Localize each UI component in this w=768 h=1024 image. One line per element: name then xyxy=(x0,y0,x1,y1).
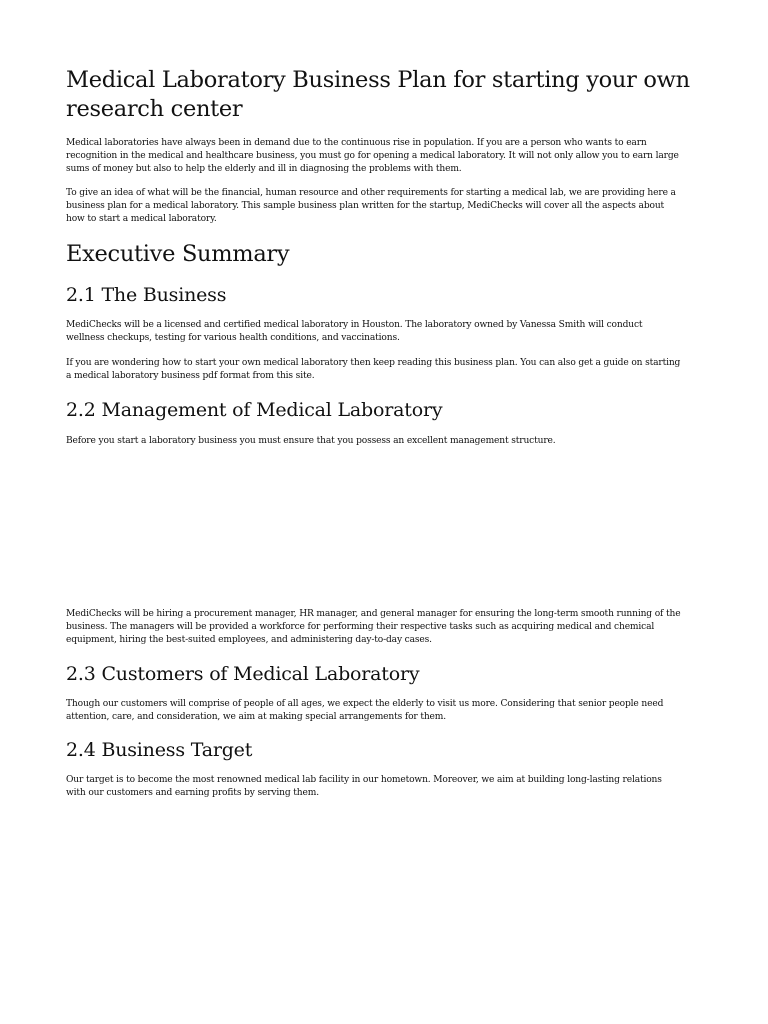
customers-paragraph-1 xyxy=(66,698,706,724)
business-paragraph-2 xyxy=(66,357,706,383)
text-line: how to start a medical laboratory. xyxy=(66,214,217,224)
business-paragraph-1 xyxy=(66,319,706,345)
text-line: Though our customers will comprise of people of all ages, we expect the elderly to visit us more. Considering that senior people need xyxy=(66,699,664,709)
target-paragraph-1 xyxy=(66,774,706,800)
text-line: recognition in the medical and healthcare business, you must go for opening a medical laboratory. It will not only allow you to earn large xyxy=(66,151,679,161)
text-line: Before you start a laboratory business you must ensure that you possess an excellent management structure. xyxy=(66,436,556,446)
text-line: wellness checkups, testing for various health conditions, and vaccinations. xyxy=(66,333,400,343)
text-line: MediChecks will be hiring a procurement manager, HR manager, and general manager for ensuring the long-term smooth running of the xyxy=(66,609,681,619)
text-line: MediChecks will be a licensed and certified medical laboratory in Houston. The laboratory owned by Vanessa Smith will conduct xyxy=(66,320,643,330)
text-line: If you are wondering how to start your own medical laboratory then keep reading this business plan. You can also get a guide on starting xyxy=(66,358,681,368)
management-paragraph-1 xyxy=(66,435,706,448)
text-line: Our target is to become the most renowned medical lab facility in our hometown. Moreover, we aim at building long-lasting relations xyxy=(66,775,662,785)
section-heading-the-business: 2.1 The Business xyxy=(66,284,227,306)
text-line: Medical laboratories have always been in demand due to the continuous rise in population. If you are a person who wants to earn xyxy=(66,138,647,148)
executive-summary-heading: Executive Summary xyxy=(66,241,290,267)
text-line: with our customers and earning profits by serving them. xyxy=(66,788,319,798)
intro-paragraph-2 xyxy=(66,187,706,226)
text-line: business plan for a medical laboratory. This sample business plan written for the startup, MediChecks will cover all the aspects about xyxy=(66,201,665,211)
text-line: attention, care, and consideration, we aim at making special arrangements for them. xyxy=(66,712,447,722)
intro-paragraph-1 xyxy=(66,137,706,176)
management-paragraph-2 xyxy=(66,608,706,647)
title-line: Medical Laboratory Business Plan for starting your own xyxy=(66,67,690,93)
section-heading-management: 2.2 Management of Medical Laboratory xyxy=(66,399,443,421)
document-title xyxy=(66,66,706,124)
section-heading-business-target: 2.4 Business Target xyxy=(66,739,253,761)
text-line: sums of money but also to help the elderly and ill in diagnosing the problems with them. xyxy=(66,164,462,174)
text-line: equipment, hiring the best-suited employees, and administering day-to-day cases. xyxy=(66,635,432,645)
text-line: business. The managers will be provided a workforce for performing their respective tasks such as acquiring medical and chemical xyxy=(66,622,655,632)
title-line: research center xyxy=(66,96,243,122)
section-heading-customers: 2.3 Customers of Medical Laboratory xyxy=(66,663,420,685)
text-line: a medical laboratory business pdf format from this site. xyxy=(66,371,315,381)
text-line: To give an idea of what will be the financial, human resource and other requirements for starting a medical lab, we are providing here a xyxy=(66,188,676,198)
